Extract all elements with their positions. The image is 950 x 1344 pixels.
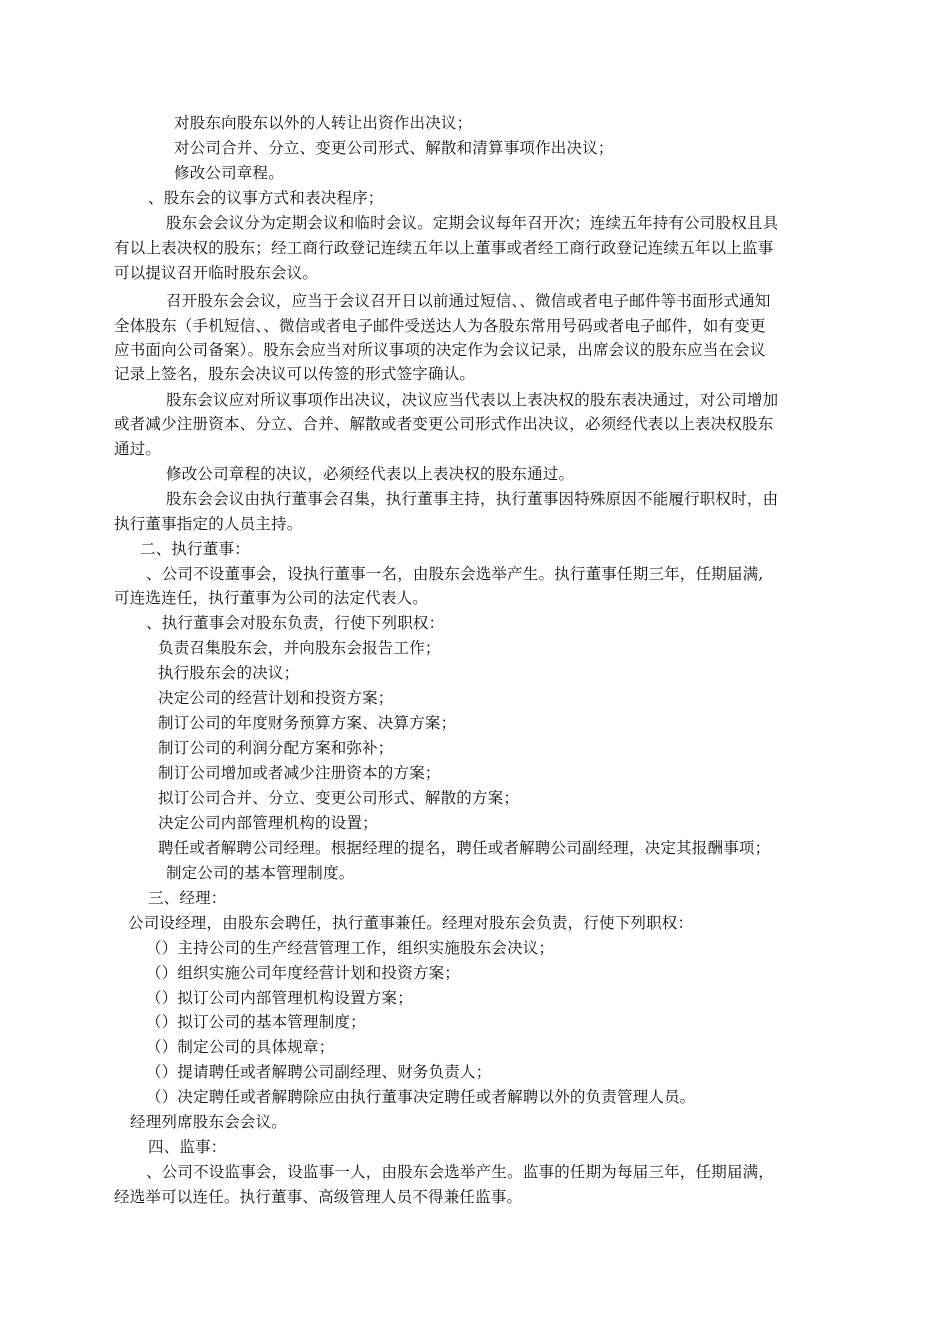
text-line: 修改公司章程的决议，必须经代表以上表决权的股东通过。 [166,465,575,483]
section-heading: 四、监事： [148,1138,227,1156]
list-item: （）决定聘任或者解聘除应由执行董事决定聘任或者解聘以外的负责管理人员。 [146,1088,696,1106]
text-line: 对公司合并、分立、变更公司形式、解散和清算事项作出决议； [174,139,614,157]
section-heading: 三、经理： [148,889,227,907]
text-line: 可连选连任，执行董事为公司的法定代表人。 [114,589,429,607]
text-line: 经选举可以连任。执行董事、高级管理人员不得兼任监事。 [114,1188,523,1206]
list-item: 制定公司的基本管理制度。 [166,864,355,882]
text-line: 股东会议应对所议事项作出决议，决议应当代表以上表决权的股东表决通过，对公司增加 [166,391,779,409]
text-line: 、公司不设董事会，设执行董事一名，由股东会选举产生。执行董事任期三年，任期届满, [146,565,764,583]
text-line: 记录上签名，股东会决议可以传签的形式签字确认。 [114,365,476,383]
section-heading: 、股东会的议事方式和表决程序； [148,189,384,207]
list-item: 制订公司的利润分配方案和弥补； [158,739,394,757]
text-line: 应书面向公司备案）。股东会应当对所议事项的决定作为会议记录，出席会议的股东应当在会议 [114,341,766,359]
text-line: 执行董事指定的人员主持。 [114,515,303,533]
list-item: 决定公司的经营计划和投资方案； [158,689,394,707]
list-item: （）提请聘任或者解聘公司副经理、财务负责人； [146,1063,492,1081]
text-line: 、执行董事会对股东负责，行使下列职权： [146,614,445,632]
list-item: 制订公司的年度财务预算方案、决算方案； [158,714,457,732]
text-line: 股东会会议由执行董事会召集，执行董事主持，执行董事因特殊原因不能履行职权时，由 [166,490,779,508]
text-line: 股东会会议分为定期会议和临时会议。定期会议每年召开次；连续五年持有公司股权且具 [166,214,779,232]
text-line: 召开股东会会议，应当于会议召开日以前通过短信、、微信或者电子邮件等书面形式通知 [166,292,771,310]
list-item: 制订公司增加或者减少注册资本的方案； [158,764,441,782]
section-heading: 二、执行董事： [140,540,250,558]
text-line: 可以提议召开临时股东会议。 [114,264,319,282]
list-item: 拟订公司合并、分立、变更公司形式、解散的方案； [158,789,520,807]
list-item: （）制定公司的具体规章； [146,1038,335,1056]
text-line: 修改公司章程。 [174,164,284,182]
list-item: 负责召集股东会，并向股东会报告工作； [158,639,441,657]
text-line: 公司设经理，由股东会聘任，执行董事兼任。经理对股东会负责，行使下列职权： [128,914,694,932]
list-item: （）拟订公司内部管理机构设置方案； [146,989,413,1007]
text-line: 通过。 [114,440,162,458]
text-line: 全体股东（手机短信、、微信或者电子邮件受送达人为各股东常用号码或者电子邮件，如有变更 [114,317,766,335]
list-item: 聘任或者解聘公司经理。根据经理的提名，聘任或者解聘公司副经理，决定其报酬事项； [158,839,771,857]
text-line: 对股东向股东以外的人转让出资作出决议； [174,114,473,132]
list-item: （）主持公司的生产经营管理工作，组织实施股东会决议； [146,939,555,957]
list-item: （）拟订公司的基本管理制度； [146,1013,366,1031]
list-item: 决定公司内部管理机构的设置； [158,814,378,832]
text-line: 或者减少注册资本、分立、合并、解散或者变更公司形式作出决议，必须经代表以上表决权股东 [114,415,774,433]
text-line: 有以上表决权的股东；经工商行政登记连续五年以上董事或者经工商行政登记连续五年以上监事 [114,239,774,257]
list-item: （）组织实施公司年度经营计划和投资方案； [146,964,461,982]
text-line: 经理列席股东会会议。 [130,1113,288,1131]
text-line: 、公司不设监事会，设监事一人，由股东会选举产生。监事的任期为每届三年，任期届满， [146,1163,775,1181]
list-item: 执行股东会的决议； [158,664,300,682]
